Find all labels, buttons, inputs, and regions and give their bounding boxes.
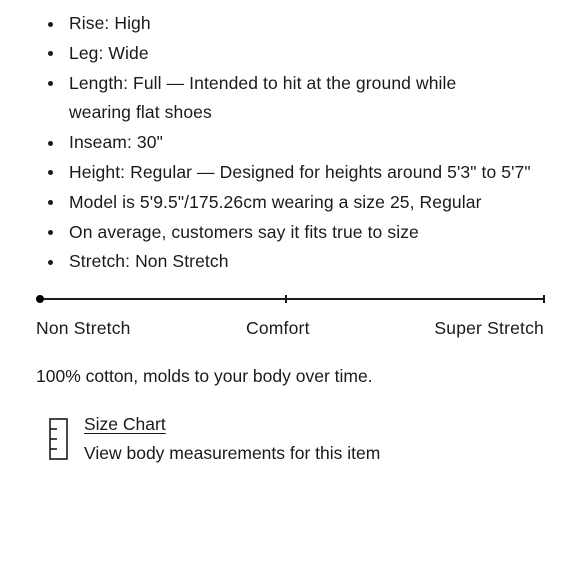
spec-text: On average, customers say it fits true to size — [69, 221, 419, 242]
bullet-icon — [48, 260, 53, 265]
bullet-icon — [48, 81, 53, 86]
bullet-icon — [48, 170, 53, 175]
stretch-scale-marker — [36, 295, 44, 303]
spec-text: Height: Regular — Designed for heights around 5'3" to 5'7" — [69, 161, 531, 182]
stretch-scale — [36, 292, 546, 306]
spec-text: Rise: High — [69, 13, 151, 33]
spec-text: Length: Full — Intended to hit at the ground while wearing flat shoes — [69, 72, 457, 123]
size-chart-description: View body measurements for this item — [84, 443, 381, 463]
stretch-scale-mid-tick — [285, 295, 287, 303]
fabric-note: 100% cotton, molds to your body over time. — [36, 366, 373, 386]
spec-text: Leg: Wide — [69, 42, 149, 63]
spec-height — [48, 158, 568, 188]
spec-leg — [48, 39, 568, 69]
spec-stretch — [48, 247, 568, 277]
spec-text: Stretch: Non Stretch — [69, 251, 229, 272]
product-spec-list — [48, 9, 568, 277]
size-chart-link[interactable] — [49, 413, 429, 469]
bullet-icon — [48, 141, 53, 146]
bullet-icon — [48, 200, 53, 205]
spec-rise — [48, 9, 568, 39]
stretch-label-low: Non Stretch — [36, 318, 131, 338]
bullet-icon — [48, 51, 53, 56]
stretch-scale-end-tick — [543, 295, 545, 303]
spec-length — [48, 69, 489, 129]
stretch-label-mid: Comfort — [246, 318, 310, 338]
size-chart-title[interactable]: Size Chart — [84, 414, 166, 434]
spec-fit — [48, 218, 568, 248]
stretch-label-high: Super Stretch — [434, 318, 544, 338]
bullet-icon — [48, 230, 53, 235]
stretch-scale-track — [38, 298, 544, 300]
ruler-icon — [49, 418, 69, 460]
spec-model — [48, 188, 568, 218]
spec-text: Model is 5'9.5"/175.26cm wearing a size 25, Regular — [69, 191, 482, 212]
spec-inseam — [48, 128, 568, 158]
spec-text: Inseam: 30" — [69, 132, 163, 153]
bullet-icon — [48, 22, 53, 27]
